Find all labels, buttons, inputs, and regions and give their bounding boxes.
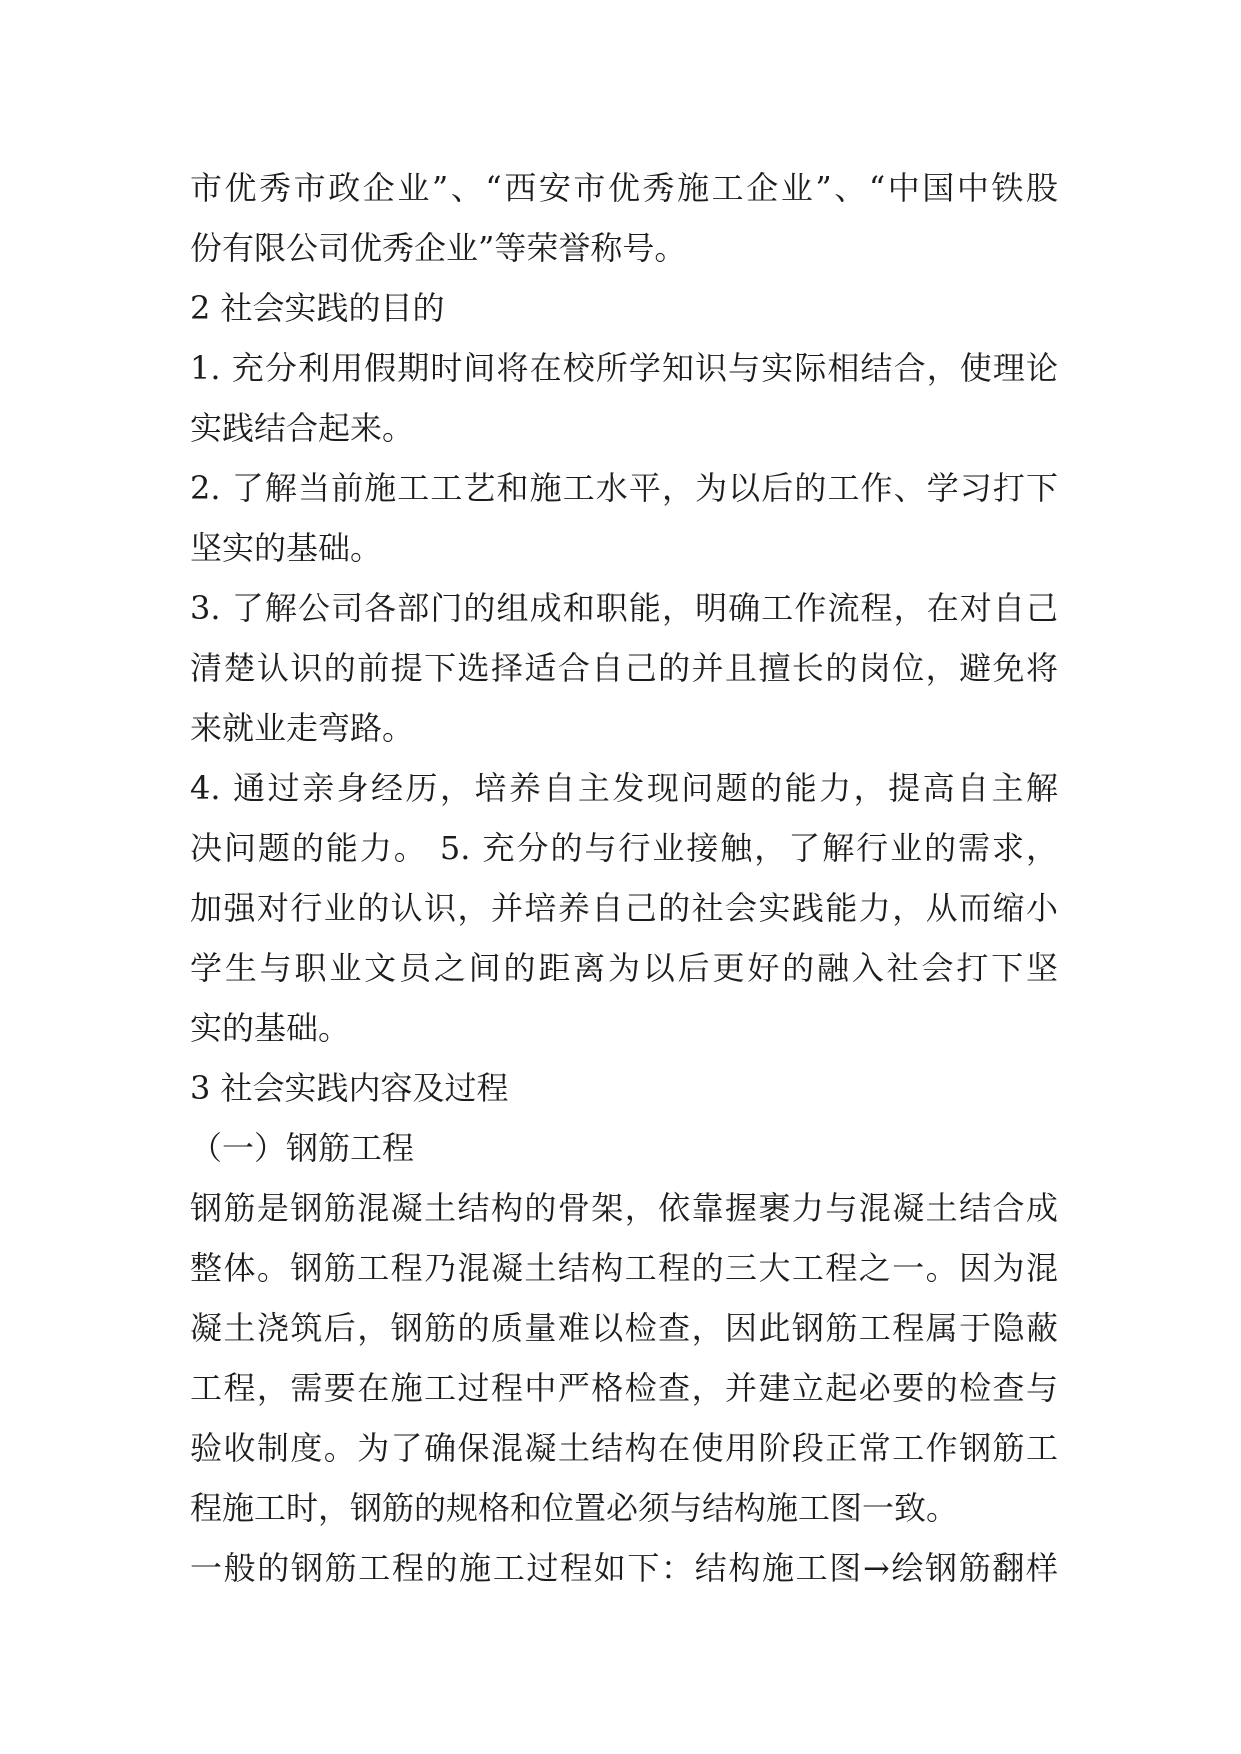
text-line: 实的基础。 [190, 1009, 351, 1047]
section-heading: 2 社会实践的目的 [190, 289, 445, 327]
text-line: 验收制度。为了确保混凝土结构在使用阶段正常工作钢筋工 [190, 1429, 1058, 1467]
text-line: 整体。钢筋工程乃混凝土结构工程的三大工程之一。因为混 [190, 1249, 1058, 1287]
text-line: 坚实的基础。 [190, 529, 383, 567]
text-line: 决问题的能力。 5. 充分的与行业接触，了解行业的需求， [190, 829, 1058, 867]
subsection-heading: （一）钢筋工程 [190, 1129, 415, 1167]
text-line: 4. 通过亲身经历，培养自主发现问题的能力，提高自主解 [190, 769, 1058, 807]
text-line: 钢筋是钢筋混凝土结构的骨架，依靠握裹力与混凝土结合成 [190, 1189, 1058, 1227]
text-line: 市优秀市政企业”、“西安市优秀施工企业”、“中国中铁股 [190, 169, 1058, 207]
text-line: 工程，需要在施工过程中严格检查，并建立起必要的检查与 [190, 1369, 1058, 1407]
text-line: 程施工时，钢筋的规格和位置必须与结构施工图一致。 [190, 1489, 959, 1527]
text-line: 份有限公司优秀企业”等荣誉称号。 [190, 229, 687, 267]
text-line: 实践结合起来。 [190, 409, 415, 447]
text-line: 一般的钢筋工程的施工过程如下：结构施工图→绘钢筋翻样 [190, 1549, 1058, 1587]
section-heading: 3 社会实践内容及过程 [190, 1069, 509, 1107]
text-line: 1. 充分利用假期时间将在校所学知识与实际相结合，使理论 [190, 349, 1058, 387]
text-line: 凝土浇筑后，钢筋的质量难以检查，因此钢筋工程属于隐蔽 [190, 1309, 1058, 1347]
text-line: 加强对行业的认识，并培养自己的社会实践能力，从而缩小 [190, 889, 1058, 927]
text-line: 2. 了解当前施工工艺和施工水平，为以后的工作、学习打下 [190, 469, 1058, 507]
text-line: 清楚认识的前提下选择适合自己的并且擅长的岗位，避免将 [190, 649, 1058, 687]
document-body [190, 158, 1058, 1598]
text-line: 来就业走弯路。 [190, 709, 415, 747]
text-line: 3. 了解公司各部门的组成和职能，明确工作流程，在对自己 [190, 589, 1058, 627]
text-line: 学生与职业文员之间的距离为以后更好的融入社会打下坚 [190, 949, 1058, 987]
